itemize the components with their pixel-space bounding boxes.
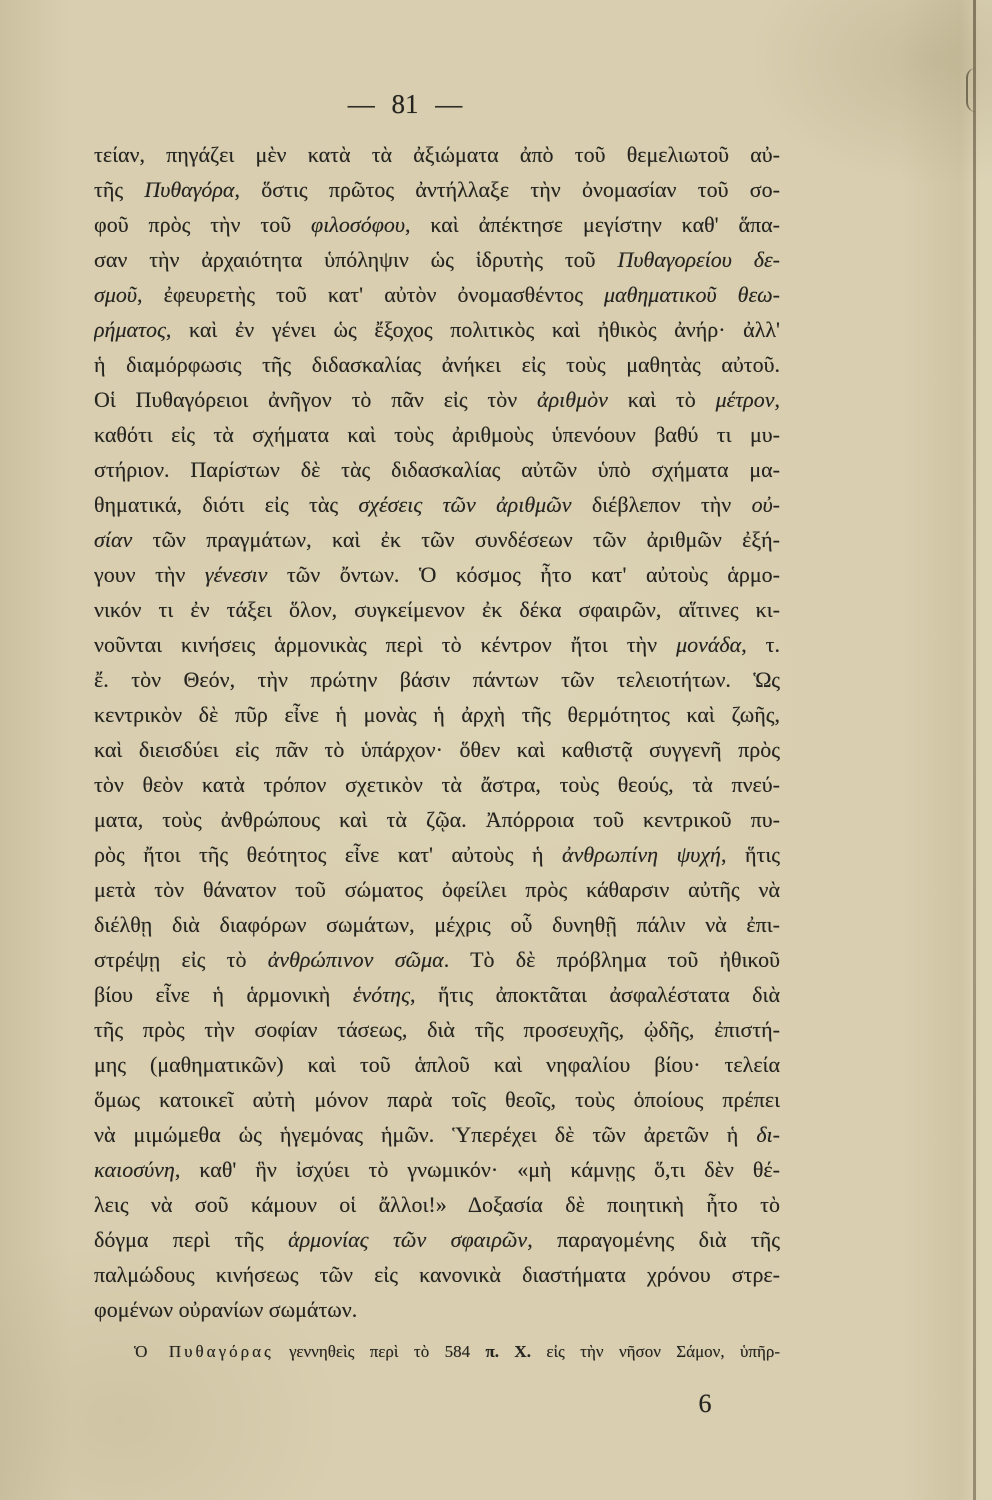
italic-text-run: σμοῦ [94,282,137,307]
text-line [94,627,780,662]
text-line [94,1222,780,1257]
italic-text-run: καιοσύνη [94,1157,175,1182]
text-run: γουν τὴν [94,562,205,587]
text-line [94,522,780,557]
text-line [94,1257,780,1292]
text-run: , ἥτις ἀποκτᾶται ἀσφαλέστατα διὰ [410,982,780,1007]
text-run: νικόν τι ἐν τάξει ὅλον, συγκείμενον ἐκ δέκα σφαιρῶν, αἵτινες κι- [94,597,780,622]
text-run: , καὶ ἐν γένει ὡς ἔξοχος πολιτικὸς καὶ ἠθικὸς ἀνήρ· ἀλλ' [165,317,780,342]
text-line [94,452,780,487]
text-run: θηματικά, διότι εἰς τὰς [94,492,359,517]
text-line [94,1047,780,1082]
footnote-text: εἰς τὴν νῆσον Σάμον, ὑπῆρ- [546,1342,780,1361]
text-run: τῶν πραγμάτων, καὶ ἐκ τῶν συνδέσεων τῶν ἀριθμῶν ἐξή- [132,527,780,552]
italic-text-run: φιλοσόφου [311,212,405,237]
text-run: ὅμως κατοικεῖ αὐτὴ μόνον παρὰ τοῖς θεοῖς, τοὺς ὁποίους πρέπει [94,1087,780,1112]
text-run: καθότι εἰς τὰ σχήματα καὶ τοὺς ἀριθμοὺς ὑπενόουν βαθύ τι μυ- [94,422,780,447]
text-line [94,557,780,592]
text-run: φοῦ πρὸς τὴν τοῦ [94,212,312,237]
text-run: λεις νὰ σοῦ κάμουν οἱ ἄλλοι!» Δοξασία δὲ ποιητικὴ ἦτο τὸ [94,1192,780,1217]
text-run: τῆς πρὸς τὴν σοφίαν τάσεως, διὰ τῆς προσευχῆς, ᾠδῆς, ἐπιστή- [94,1017,780,1042]
text-line [94,1012,780,1047]
text-run: νὰ μιμώμεθα ὡς ἡγεμόνας ἡμῶν. Ὑπερέχει δὲ τῶν ἀρετῶν ἡ [94,1122,757,1147]
text-line [94,907,780,942]
text-run: , καὶ ἀπέκτησε μεγίστην καθ' ἅπα- [404,212,780,237]
text-line [94,592,780,627]
italic-text-run: μονάδα [676,632,742,657]
italic-text-run: δι- [756,1122,780,1147]
text-run: νοῦνται κινήσεις ἁρμονικὰς περὶ τὸ κέντρον ἤτοι τὴν [94,632,677,657]
italic-text-run: ἀριθμὸν [537,387,608,412]
text-line [94,837,780,872]
text-line [94,1082,780,1117]
italic-text-run: ἁρμονίας τῶν σφαιρῶν [288,1227,528,1252]
text-run: , ὅστις πρῶτος ἀντήλλαξε τὴν ὀνομασίαν τοῦ σο- [234,177,780,202]
text-run: . Τὸ δὲ πρόβλημα τοῦ ἠθικοῦ [443,947,780,972]
footnote [134,1339,780,1365]
text-run: κεντρικὸν δὲ πῦρ εἶνε ἡ μονὰς ἡ ἀρχὴ τῆς θερμότητος καὶ ζωῆς, [94,702,780,727]
page-edge-mark [966,68,978,112]
signature-mark: 6 [698,1389,712,1418]
text-run: διέβλεπον τὴν [571,492,752,517]
italic-text-run: μέτρον [715,387,775,412]
text-line [94,1292,780,1327]
text-run: , ἥτις [720,842,780,867]
text-run: στήριον. Παρίστων δὲ τὰς διδασκαλίας αὐτῶν ὑπὸ σχήματα μα- [94,457,780,482]
text-line [94,242,780,277]
text-line [94,347,780,382]
page-edge-shadow [973,0,976,1500]
text-run: σαν τὴν ἀρχαιότητα ὑπόληψιν ὡς ἱδρυτὴς τοῦ [94,247,618,272]
text-line [94,382,780,417]
text-run: τῆς [94,177,145,202]
text-run: Οἱ Πυθαγόρειοι ἀνῆγον τὸ πᾶν εἰς τὸν [94,387,538,412]
italic-text-run: σίαν [94,527,133,552]
text-line [94,277,780,312]
text-line [94,977,780,1012]
text-run: ρὸς ἤτοι τῆς θεότητος εἶνε κατ' αὐτοὺς ἡ [94,842,563,867]
text-run: ματα, τοὺς ἀνθρώπους καὶ τὰ ζῷα. Ἀπόρροια τοῦ κεντρικοῦ πυ- [94,807,780,832]
text-line [94,732,780,767]
italic-text-run: ἀνθρώπινον σῶμα [267,947,444,972]
italic-text-run: Πυθαγορείου δε- [617,247,780,272]
text-run: μετὰ τὸν θάνατον τοῦ σώματος ὀφείλει πρὸς κάθαρσιν αὐτῆς νὰ [94,877,780,902]
text-line [94,802,780,837]
text-line [94,487,780,522]
italic-text-run: γένεσιν [204,562,268,587]
footnote-text: γεννηθεὶς περὶ τὸ 584 [289,1342,471,1361]
text-run: διέλθῃ διὰ διαφόρων σωμάτων, μέχρις οὗ δυνηθῇ πάλιν νὰ ἐπι- [94,912,780,937]
text-line [94,1187,780,1222]
footnote-lead: Ὁ Πυθαγόρας [134,1342,274,1361]
italic-text-run: οὐ- [751,492,780,517]
body-text [94,137,780,1327]
text-run: τῶν ὄντων. Ὁ κόσμος ἦτο κατ' αὐτοὺς ἁρμο- [267,562,780,587]
text-run: καὶ διεισδύει εἰς πᾶν τὸ ὑπάρχον· ὅθεν καὶ καθιστᾷ συγγενῆ πρὸς [94,737,780,762]
italic-text-run: ἀνθρωπίνη ψυχή [562,842,721,867]
text-line [94,1152,780,1187]
text-line [94,662,780,697]
text-run: παλμώδους κινήσεως τῶν εἰς κανονικὰ διαστήματα χρόνου στρε- [94,1262,780,1287]
text-line [94,207,780,242]
italic-text-run: σχέσεις τῶν ἀριθμῶν [358,492,572,517]
text-line [94,872,780,907]
text-line [94,697,780,732]
footnote-abbreviation: π. Χ. [485,1342,531,1361]
italic-text-run: μαθηματικοῦ θεω- [604,282,780,307]
text-line [94,1117,780,1152]
text-line [94,417,780,452]
text-line [94,172,780,207]
text-run: , παραγομένης διὰ τῆς [527,1227,780,1252]
text-run: ἔ. τὸν Θεόν, τὴν πρώτην βάσιν πάντων τῶν τελειοτήτων. Ὡς [94,667,780,692]
text-run: τὸν θεὸν κατὰ τρόπον σχετικὸν τὰ ἄστρα, τοὺς θεούς, τὰ πνεύ- [94,772,780,797]
text-run: τείαν, πηγάζει μὲν κατὰ τὰ ἀξιώματα ἀπὸ τοῦ θεμελιωτοῦ αὐ- [94,142,780,167]
text-run: καὶ τὸ [607,387,716,412]
text-run: , [774,387,780,412]
text-run: φομένων οὐρανίων σωμάτων. [94,1297,358,1322]
text-line [94,767,780,802]
text-line [94,137,780,172]
italic-text-run: ρήματος [94,317,166,342]
italic-text-run: ἑνότης [352,982,410,1007]
text-line [94,312,780,347]
italic-text-run: Πυθαγόρα [144,177,235,202]
text-run: , τ. [741,632,780,657]
text-run: , ἐφευρετὴς τοῦ κατ' αὐτὸν ὀνομασθέντος [137,282,604,307]
text-run: μης (μαθηματικῶν) καὶ τοῦ ἁπλοῦ καὶ νηφαλίου βίου· τελεία [94,1052,780,1077]
text-run: βίου εἶνε ἡ ἁρμονικὴ [94,982,353,1007]
text-run: δόγμα περὶ τῆς [94,1227,289,1252]
text-run: , καθ' ἣν ἰσχύει τὸ γνωμικόν· «μὴ κάμνῃς ὅ,τι δὲν θέ- [174,1157,780,1182]
text-run: ἡ διαμόρφωσις τῆς διδασκαλίας ἀνήκει εἰς τοὺς μαθητὰς αὐτοῦ. [94,352,780,377]
text-line [94,942,780,977]
text-run: στρέψῃ εἰς τὸ [94,947,268,972]
page-number: — 81 — [347,89,463,119]
